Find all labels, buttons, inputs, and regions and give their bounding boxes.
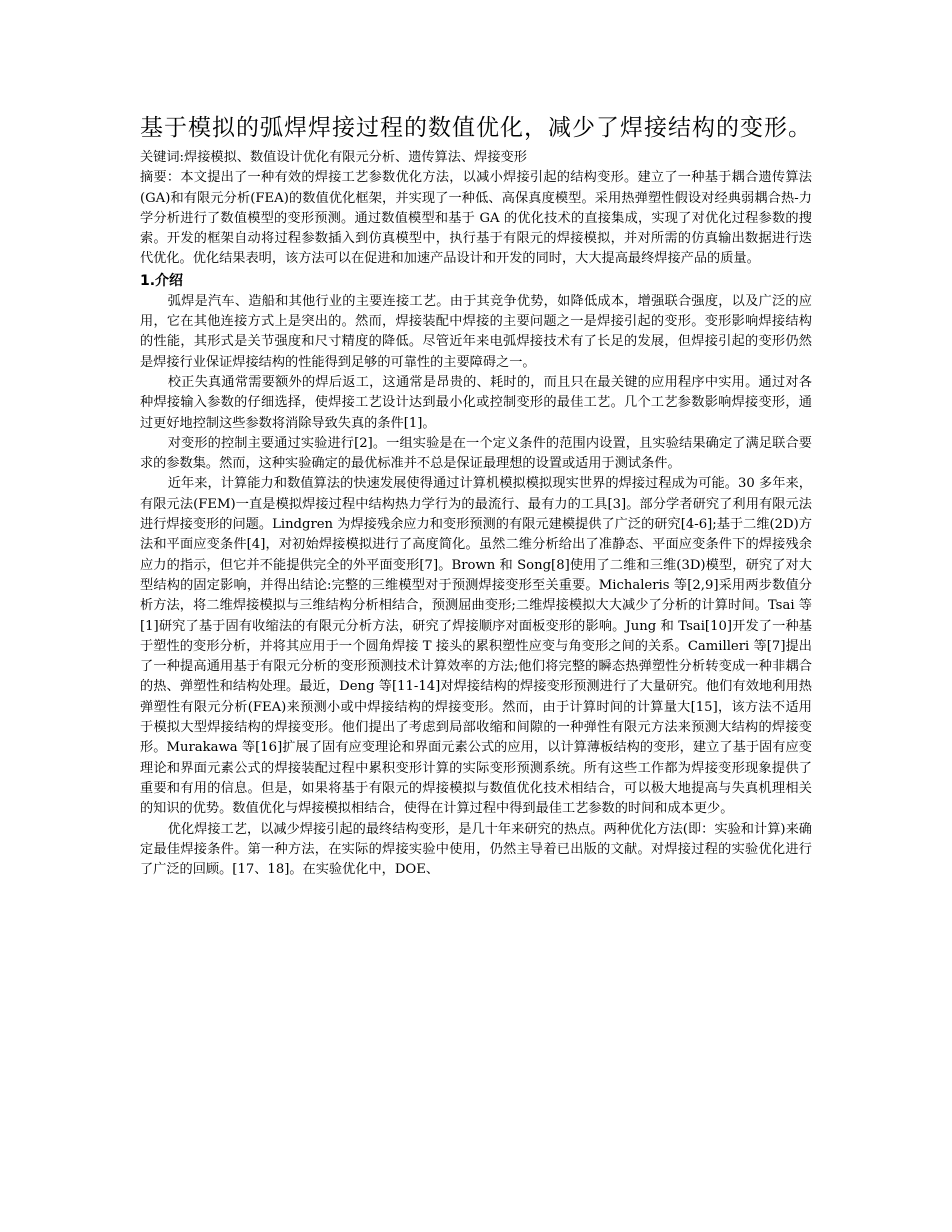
paragraph: 优化焊接工艺，以减少焊接引起的最终结构变形，是几十年来研究的热点。两种优化方法(即：实验和计算)来确定最佳焊接条件。第一种方法，在实际的焊接实验中使用，仍然主导着已出版的文献。对焊接过程的实验优化进行了广泛的回顾。[17、18]。在实验优化中，DOE、 xyxy=(140,821,812,878)
paragraph: 校正失真通常需要额外的焊后返工，这通常是昂贵的、耗时的，而且只在最关键的应用程序中实用。通过对各种焊接输入参数的仔细选择，使焊接工艺设计达到最小化或控制变形的最佳工艺。几个工艺参数影响焊接变形，通过更好地控制这些参数将消除导致失真的条件[1]。 xyxy=(140,374,812,431)
document-page xyxy=(140,112,812,880)
section-heading-introduction: 1.介绍 xyxy=(140,272,184,289)
keywords: 关键词:焊接模拟、数值设计优化有限元分析、遗传算法、焊接变形 xyxy=(140,150,527,165)
abstract: 摘要：本文提出了一种有效的焊接工艺参数优化方法，以减小焊接引起的结构变形。建立了一种基于耦合遗传算法(GA)和有限元分析(FEA)的数值优化框架，并实现了一种低、高保真度模型。采用热弹塑性假设对经典弱耦合热-力学分析进行了数值模型的变形预测。通过数值模型和基于 GA 的优化技术的直接集成，实现了对优化过程参数的搜索。开发的框架自动将过程参数插入到仿真模型中，执行基于有限元的焊接模拟，并对所需的仿真输出数据进行迭代优化。优化结果表明，该方法可以在促进和加速产品设计和开发的同时，大大提高最终焊接产品的质量。 xyxy=(140,170,812,267)
paper-title: 基于模拟的弧焊焊接过程的数值优化，减少了焊接结构的变形。 xyxy=(140,115,812,141)
paragraph: 对变形的控制主要通过实验进行[2]。一组实验是在一个定义条件的范围内设置，且实验结果确定了满足联合要求的参数集。然而，这种实验确定的最优标准并不总是保证最理想的设置或适用于测试条件。 xyxy=(140,435,812,472)
paragraph: 近年来，计算能力和数值算法的快速发展使得通过计算机模拟模拟现实世界的焊接过程成为可能。30 多年来，有限元法(FEM)一直是模拟焊接过程中结构热力学行为的最流行、最有力的工具[3]。部分学者研究了利用有限元法进行焊接变形的问题。Lindgren 为焊接残余应力和变形预测的有限元建模提供了广泛的研究[4-6];基于二维(2D)方法和平面应变条件[4]，对初始焊接模拟进行了高度简化。虽然二维分析给出了准静态、平面应变条件下的焊接残余应力的指示，但它并不能提供完全的外平面变形[7]。Brown 和 Song[8]使用了二维和三维(3D)模型，研究了对大型结构的固定影响，并得出结论:完整的三维模型对于预测焊接变形至关重要。Michaleris 等[2,9]采用两步数值分析方法，将二维焊接模拟与三维结构分析相结合，预测屈曲变形;二维焊接模拟大大减少了分析的计算时间。Tsai 等 [1]研究了基于固有收缩法的有限元分析方法，研究了焊接顺序对面板变形的影响。Jung 和 Tsai[10]开发了一种基于塑性的变形分析，并将其应用于一个圆角焊接 T 接头的累积塑性应变与角变形之间的关系。Camilleri 等[7]提出了一种提高通用基于有限元分析的变形预测技术计算效率的方法;他们将完整的瞬态热弹塑性分析转变成一种非耦合的热、弹塑性和结构处理。最近，Deng 等[11-14]对焊接结构的焊接变形预测进行了大量研究。他们有效地利用热弹塑性有限元分析(FEA)来预测小或中焊接结构的焊接变形。然而，由于计算时间的计算量大[15]，该方法不适用于模拟大型焊接结构的焊接变形。他们提出了考虑到局部收缩和间隙的一种弹性有限元方法来预测大结构的焊接变形。Murakawa 等[16]扩展了固有应变理论和界面元素公式的应用，以计算薄板结构的变形，建立了基于固有应变理论和界面元素公式的焊接装配过程中累积变形计算的实际变形预测系统。所有这些工作都为焊接变形现象提供了重要和有用的信息。但是，如果将基于有限元的焊接模拟与数值优化技术相结合，可以极大地提高与失真机理相关的知识的优势。数值优化与焊接模拟相结合，使得在计算过程中得到最佳工艺参数的时间和成本更少。 xyxy=(140,476,812,817)
paragraph: 弧焊是汽车、造船和其他行业的主要连接工艺。由于其竞争优势，如降低成本，增强联合强度，以及广泛的应用，它在其他连接方式上是突出的。然而，焊接装配中焊接的主要问题之一是焊接引起的变形。变形影响焊接结构的性能，其形式是关节强度和尺寸精度的降低。尽管近年来电弧焊接技术有了长足的发展，但焊接引起的变形仍然是焊接行业保证焊接结构的性能得到足够的可靠性的主要障碍之一。 xyxy=(140,293,812,370)
